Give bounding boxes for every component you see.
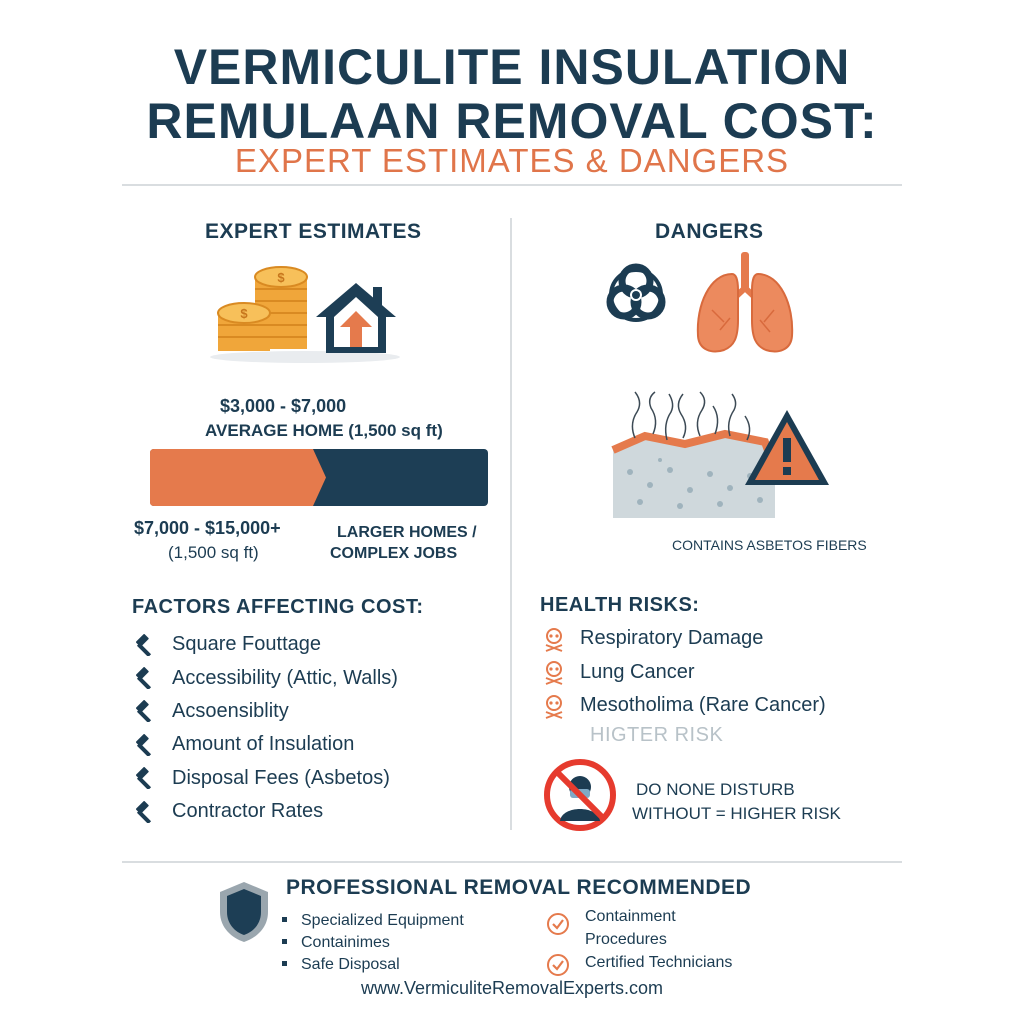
cost-range-bar	[150, 449, 488, 506]
hammer-icon	[134, 700, 156, 722]
pro-item-label: Containimes	[301, 934, 390, 951]
bullet-icon	[282, 939, 287, 944]
list-item	[134, 695, 398, 728]
avg-price: $3,000 - $7,000	[220, 396, 347, 416]
health-heading: HEALTH RISKS:	[540, 594, 700, 616]
professional-heading: PROFESSIONAL REMOVAL RECOMMENDED	[286, 876, 752, 899]
health-risks-list	[542, 622, 826, 723]
list-item	[542, 622, 826, 656]
check-circle-icon	[546, 912, 570, 936]
bullet-icon	[282, 961, 287, 966]
pro-item-label: Specialized Equipment	[301, 912, 464, 929]
svg-text:$: $	[277, 270, 285, 285]
hammer-icon	[134, 801, 156, 823]
check-circle-icon	[546, 953, 570, 977]
column-divider	[510, 218, 512, 830]
skull-icon	[542, 693, 566, 719]
footer-divider	[122, 861, 902, 863]
shield-icon	[218, 880, 270, 944]
pro-item-label: Safe Disposal	[301, 956, 400, 973]
subtitle: EXPERT ESTIMATES & DANGERS	[234, 142, 790, 179]
list-item	[542, 656, 826, 690]
list-item	[134, 795, 398, 828]
warning-line-1: DO NONE DISTURB	[636, 780, 795, 799]
large-label-2: COMPLEX JOBS	[330, 545, 458, 562]
list-item	[280, 956, 464, 978]
fiber-caption: CONTAINS ASBETOS FIBERS	[672, 537, 867, 553]
list-item	[134, 661, 398, 694]
large-sub: (1,500 sq ft)	[168, 543, 259, 562]
factor-label: Contractor Rates	[172, 800, 324, 823]
warning-line-2: WITHOUT = HIGHER RISK	[632, 804, 841, 823]
list-item	[280, 912, 464, 934]
list-item	[134, 728, 398, 761]
insulation-fibers-illustration	[605, 390, 830, 525]
factor-label: Amount of Insulation	[172, 733, 355, 756]
svg-text:$: $	[240, 306, 248, 321]
factor-label: Accessibility (Attic, Walls)	[172, 666, 398, 689]
dangers-heading: DANGERS	[655, 220, 764, 243]
factors-list	[134, 628, 398, 828]
no-disturb-icon	[542, 757, 618, 833]
title-line-2: REMULAAN REMOVAL COST:	[146, 93, 878, 149]
factor-label: Acsoensiblity	[172, 699, 289, 722]
coins-house-icon	[210, 255, 405, 365]
website-link[interactable]: www.VermiculiteRemovalExperts.com	[360, 978, 664, 998]
lungs-icon	[690, 250, 800, 360]
large-label-1: LARGER HOMES /	[337, 524, 477, 541]
skull-icon	[542, 659, 566, 685]
list-item	[542, 689, 826, 723]
faded-risk-text: HIGTER RISK	[590, 724, 724, 746]
risk-label: Mesotholima (Rare Cancer)	[580, 694, 826, 717]
list-item	[280, 934, 464, 956]
biohazard-icon	[590, 255, 685, 335]
factor-label: Square Fouttage	[172, 633, 321, 656]
risk-label: Lung Cancer	[580, 660, 695, 683]
avg-label: AVERAGE HOME (1,500 sq ft)	[205, 421, 443, 440]
skull-icon	[542, 626, 566, 652]
list-item	[134, 762, 398, 795]
title-line-1: VERMICULITE INSULATION	[173, 39, 851, 95]
pro-right-1-line1: Containment	[585, 908, 676, 925]
bullet-icon	[282, 917, 287, 922]
factor-label: Disposal Fees (Asbetos)	[172, 766, 390, 789]
risk-label: Respiratory Damage	[580, 627, 764, 650]
header-divider	[122, 184, 902, 186]
factors-heading: FACTORS AFFECTING COST:	[132, 596, 424, 618]
pro-left-list	[280, 912, 464, 978]
list-item	[134, 628, 398, 661]
pro-right-1-line2: Procedures	[585, 931, 667, 948]
pro-right-2: Certified Technicians	[585, 954, 733, 971]
large-price: $7,000 - $15,000+	[134, 518, 281, 538]
hammer-icon	[134, 667, 156, 689]
hammer-icon	[134, 734, 156, 756]
estimates-heading: EXPERT ESTIMATES	[205, 220, 422, 243]
hammer-icon	[134, 634, 156, 656]
hammer-icon	[134, 767, 156, 789]
